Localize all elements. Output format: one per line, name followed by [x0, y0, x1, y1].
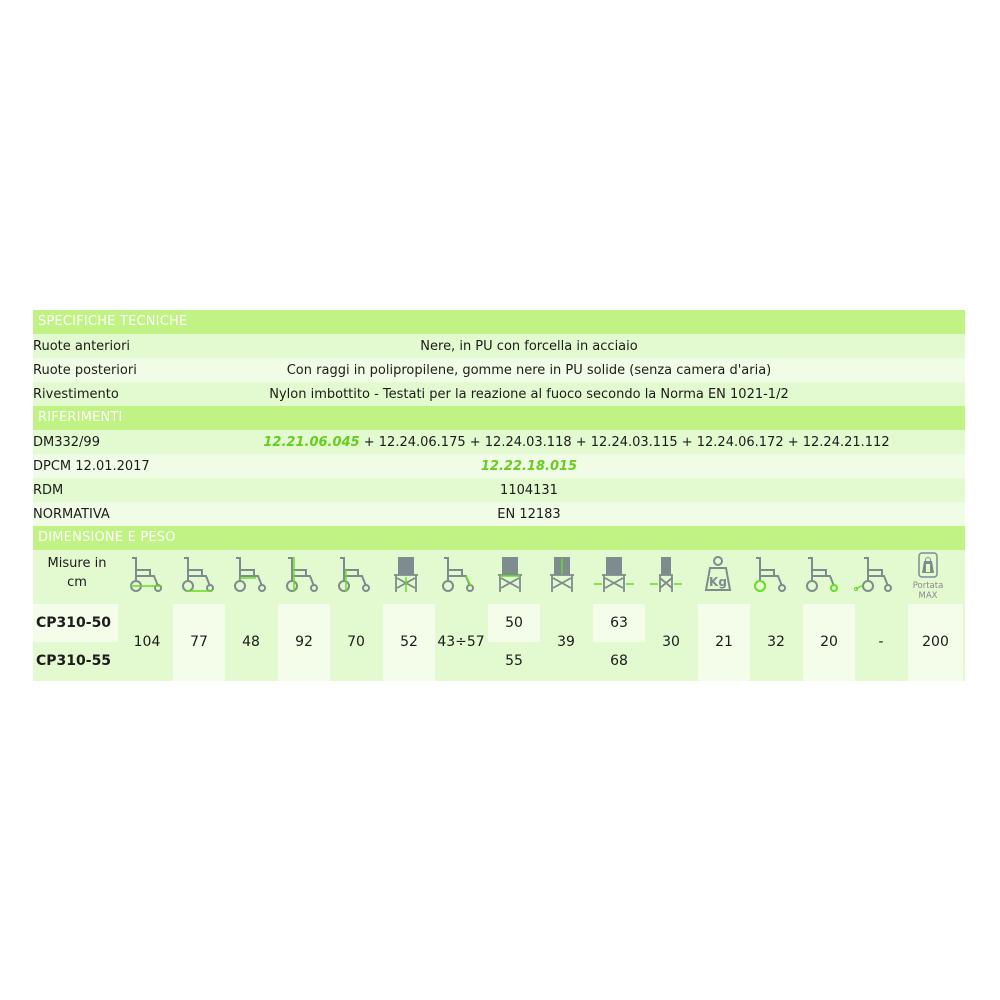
- value-cell: 21: [698, 604, 750, 681]
- value-cell: 104: [133, 634, 161, 650]
- code-list: + 12.24.06.175 + 12.24.03.118 + 12.24.03.115 + 12.24.06.172 + 12.24.21.112: [359, 434, 890, 450]
- model-cp310-55: CP310-55: [36, 653, 112, 669]
- value-top: 50: [488, 604, 540, 642]
- value-cell: 92: [278, 604, 330, 681]
- value-cell: 30: [662, 634, 680, 650]
- portata-label: [903, 581, 953, 601]
- spec-row: [33, 358, 965, 382]
- value-bottom: 68: [610, 653, 628, 669]
- section-header-specifiche: SPECIFICHE TECNICHE: [33, 310, 965, 334]
- anti-tip-wheel-icon: [852, 554, 896, 594]
- value-cell: -: [878, 634, 884, 650]
- value-cell: 200: [908, 604, 963, 681]
- icon-row: [33, 550, 965, 601]
- row-value: Con raggi in polipropilene, gomme nere in PU solide (senza camera d'aria): [286, 362, 772, 378]
- misure-label-line2: cm: [67, 575, 87, 590]
- ref-row: [33, 478, 965, 502]
- row-label: Rivestimento: [33, 386, 119, 402]
- value-cell: 20: [803, 604, 855, 681]
- row-value: [233, 435, 965, 450]
- ref-row: [33, 502, 965, 526]
- row-label: Ruote posteriori: [33, 362, 137, 378]
- folded-width-icon: [644, 554, 688, 594]
- max-load-icon: [910, 552, 946, 580]
- portata-line2: MAX: [918, 591, 938, 601]
- row-label: DPCM 12.01.2017: [33, 458, 150, 474]
- spec-row: [33, 334, 965, 358]
- misure-label: [33, 554, 121, 592]
- wheelchair-folded-length-icon: [176, 554, 220, 594]
- section-header-riferimenti: RIFERIMENTI: [33, 406, 965, 430]
- row-label: RDM: [33, 482, 64, 498]
- total-width-icon: [592, 554, 636, 594]
- portata-line1: Portata: [912, 581, 944, 591]
- highlight-code: 12.22.18.015: [480, 458, 578, 474]
- row-value: Nylon imbottito - Testati per la reazione al fuoco secondo la Norma EN 1021-1/2: [269, 386, 789, 402]
- row-label: Ruote anteriori: [33, 338, 131, 354]
- value-bottom: 55: [505, 653, 523, 669]
- highlight-code: 12.21.06.045: [263, 434, 360, 450]
- value-cell: 77: [173, 604, 225, 681]
- value-cell: 43÷57: [437, 634, 485, 650]
- section-header-dimensione: DIMENSIONE E PESO: [33, 526, 965, 550]
- backrest-height-icon: [540, 554, 584, 594]
- total-height-icon: [280, 554, 324, 594]
- row-value: 1104131: [500, 482, 558, 498]
- rear-wheel-icon: [748, 554, 792, 594]
- weight-kg-icon: [696, 554, 740, 594]
- row-value: [233, 459, 965, 474]
- row-label: NORMATIVA: [33, 506, 110, 522]
- value-top: 63: [593, 604, 645, 642]
- misure-label-line1: Misure in: [47, 556, 107, 571]
- front-wheel-icon: [800, 554, 844, 594]
- ref-row: [33, 454, 965, 478]
- row-value: Nere, in PU con forcella in acciaio: [420, 338, 638, 354]
- model-cp310-50: CP310-50: [33, 604, 118, 642]
- value-cell-split: [488, 604, 540, 681]
- ref-row: [33, 430, 965, 454]
- row-value: EN 12183: [497, 506, 561, 522]
- spec-sheet: [33, 310, 965, 681]
- spec-row: [33, 382, 965, 406]
- svg-text:Kg: Kg: [709, 575, 727, 589]
- row-label: DM332/99: [33, 434, 100, 450]
- seat-width-icon: [488, 554, 532, 594]
- value-cell: 32: [767, 634, 785, 650]
- seat-height-front-icon: [384, 554, 428, 594]
- armrest-height-icon: [332, 554, 376, 594]
- value-cell: 52: [383, 604, 435, 681]
- footrest-length-icon: [436, 554, 480, 594]
- value-cell-split: [593, 604, 645, 681]
- wheelchair-length-icon: [124, 554, 168, 594]
- dimension-table: [33, 550, 965, 681]
- value-cell: 48: [242, 634, 260, 650]
- value-cell: 70: [347, 634, 365, 650]
- seat-depth-icon: [228, 554, 272, 594]
- value-cell: 39: [557, 634, 575, 650]
